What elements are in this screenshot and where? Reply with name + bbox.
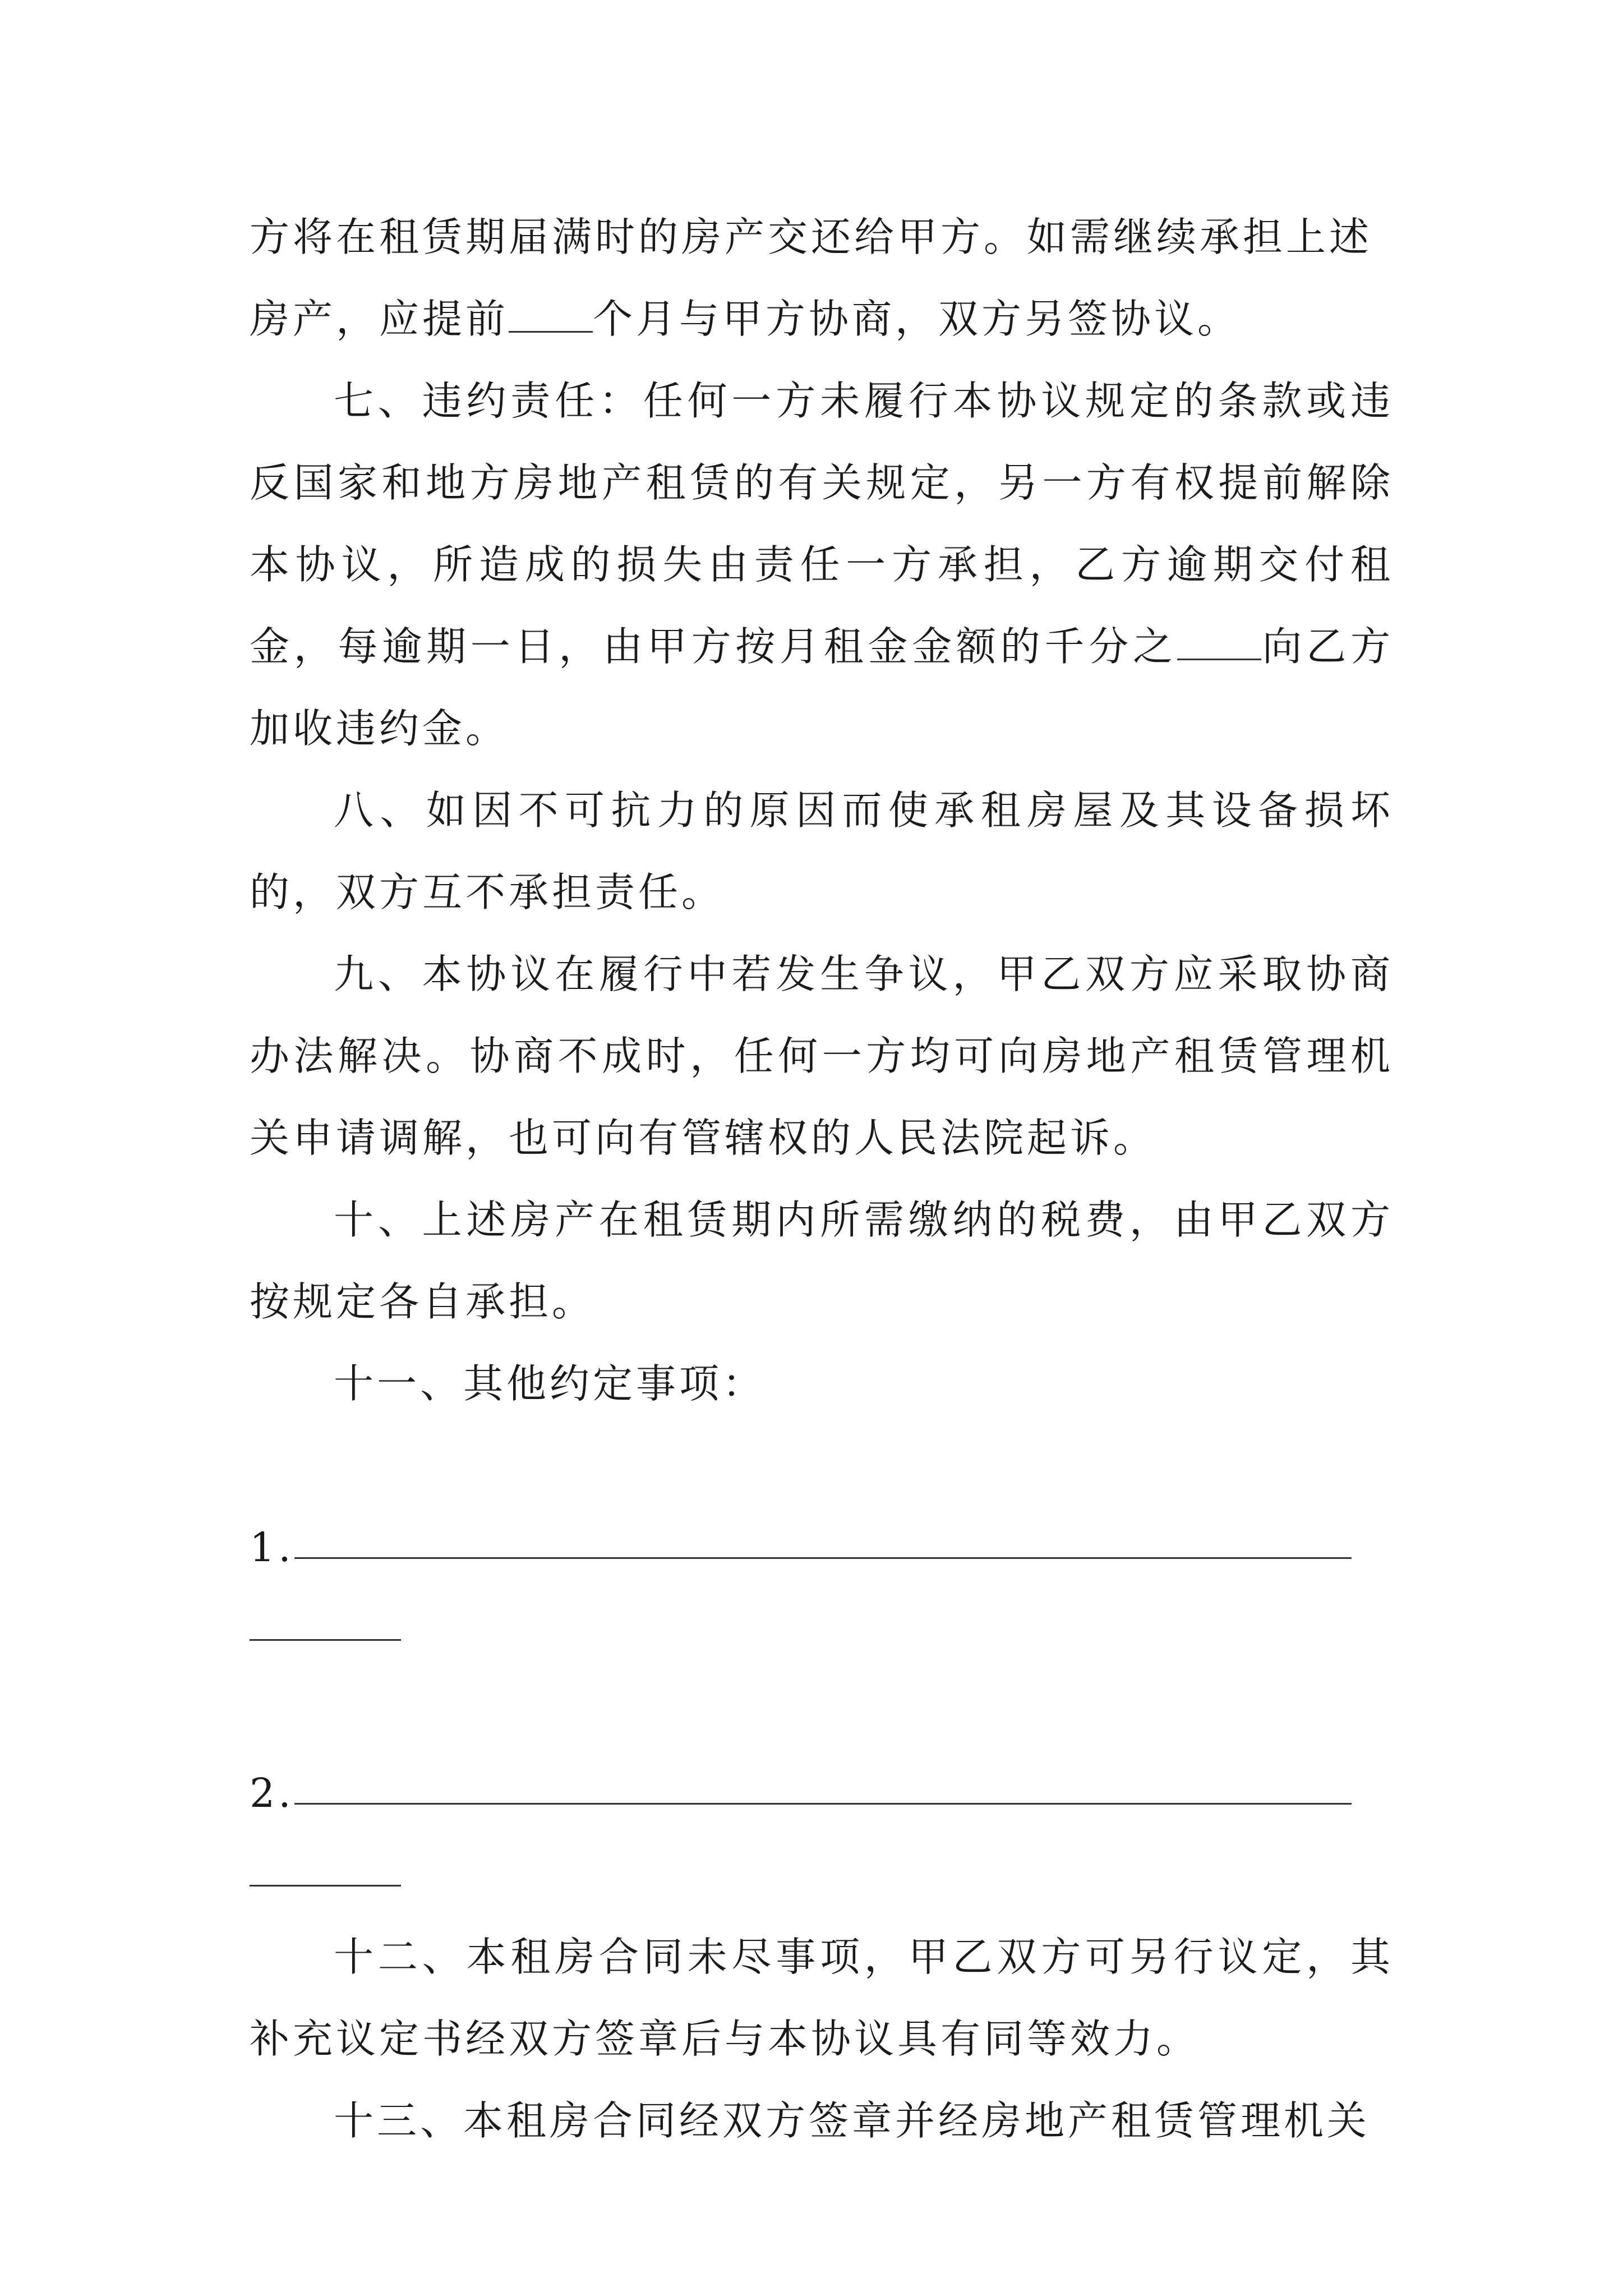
- paragraph-continuation: [250, 196, 1394, 360]
- document-body: [250, 196, 1394, 2162]
- clause-7: [250, 360, 1394, 770]
- agreement-item-2: [250, 1752, 1394, 1834]
- agreement-item-1: [250, 1507, 1394, 1589]
- paragraph-continuation-line2a: 房产，应提前: [250, 296, 509, 342]
- paragraph-continuation-line1: 方将在租赁期届满时的房产交还给甲方。如需继续承担上述: [250, 214, 1373, 260]
- agreement-item-2-label: 2.: [250, 1770, 294, 1816]
- clause-9: 九、本协议在履行中若发生争议，甲乙双方应采取协商办法解决。协商不成时，任何一方均可向房地产租赁管理机关申请调解，也可向有管辖权的人民法院起诉。: [250, 951, 1394, 1161]
- clause-7-text-a: 七、违约责任：任何一方未履行本协议规定的条款或违反国家和地方房地产租赁的有关规定，另一方有权提前解除本协议，所造成的损失由责任一方承担，乙方逾期交付租金，每逾期一日，由甲方按月租金金额的千分之: [250, 378, 1394, 670]
- spacer: [250, 1671, 1394, 1752]
- agreement-item-2-line-1[interactable]: [294, 1803, 1352, 1805]
- clause-13: 十三、本租房合同经双方签章并经房地产租赁管理机关: [334, 2097, 1371, 2144]
- agreement-item-2-continuation: [250, 1834, 1394, 1916]
- clause-10: 十、上述房产在租赁期内所需缴纳的税费，由甲乙双方按规定各自承担。: [250, 1197, 1394, 1325]
- agreement-item-1-label: 1.: [250, 1524, 294, 1571]
- agreement-item-1-continuation: [250, 1589, 1394, 1671]
- clause-8: 八、如因不可抗力的原因而使承租房屋及其设备损坏的，双方互不承担责任。: [250, 787, 1394, 915]
- paragraph-continuation-line2b: 个月与甲方协商，双方另签协议。: [593, 296, 1241, 342]
- agreement-item-2-line-2[interactable]: [250, 1885, 401, 1887]
- clause-12: 十二、本租房合同未尽事项，甲乙双方可另行议定，其补充议定书经双方签章后与本协议具有同等效力。: [250, 1934, 1394, 2062]
- agreement-item-1-line-1[interactable]: [294, 1557, 1352, 1559]
- clause-11: 十一、其他约定事项：: [334, 1360, 766, 1407]
- months-blank[interactable]: [509, 300, 593, 333]
- agreement-item-1-line-2[interactable]: [250, 1639, 401, 1641]
- spacer: [250, 1425, 1394, 1507]
- clause-7-text-b: 向乙方加收违约金。: [250, 623, 1394, 752]
- per-mille-blank[interactable]: [1177, 627, 1261, 660]
